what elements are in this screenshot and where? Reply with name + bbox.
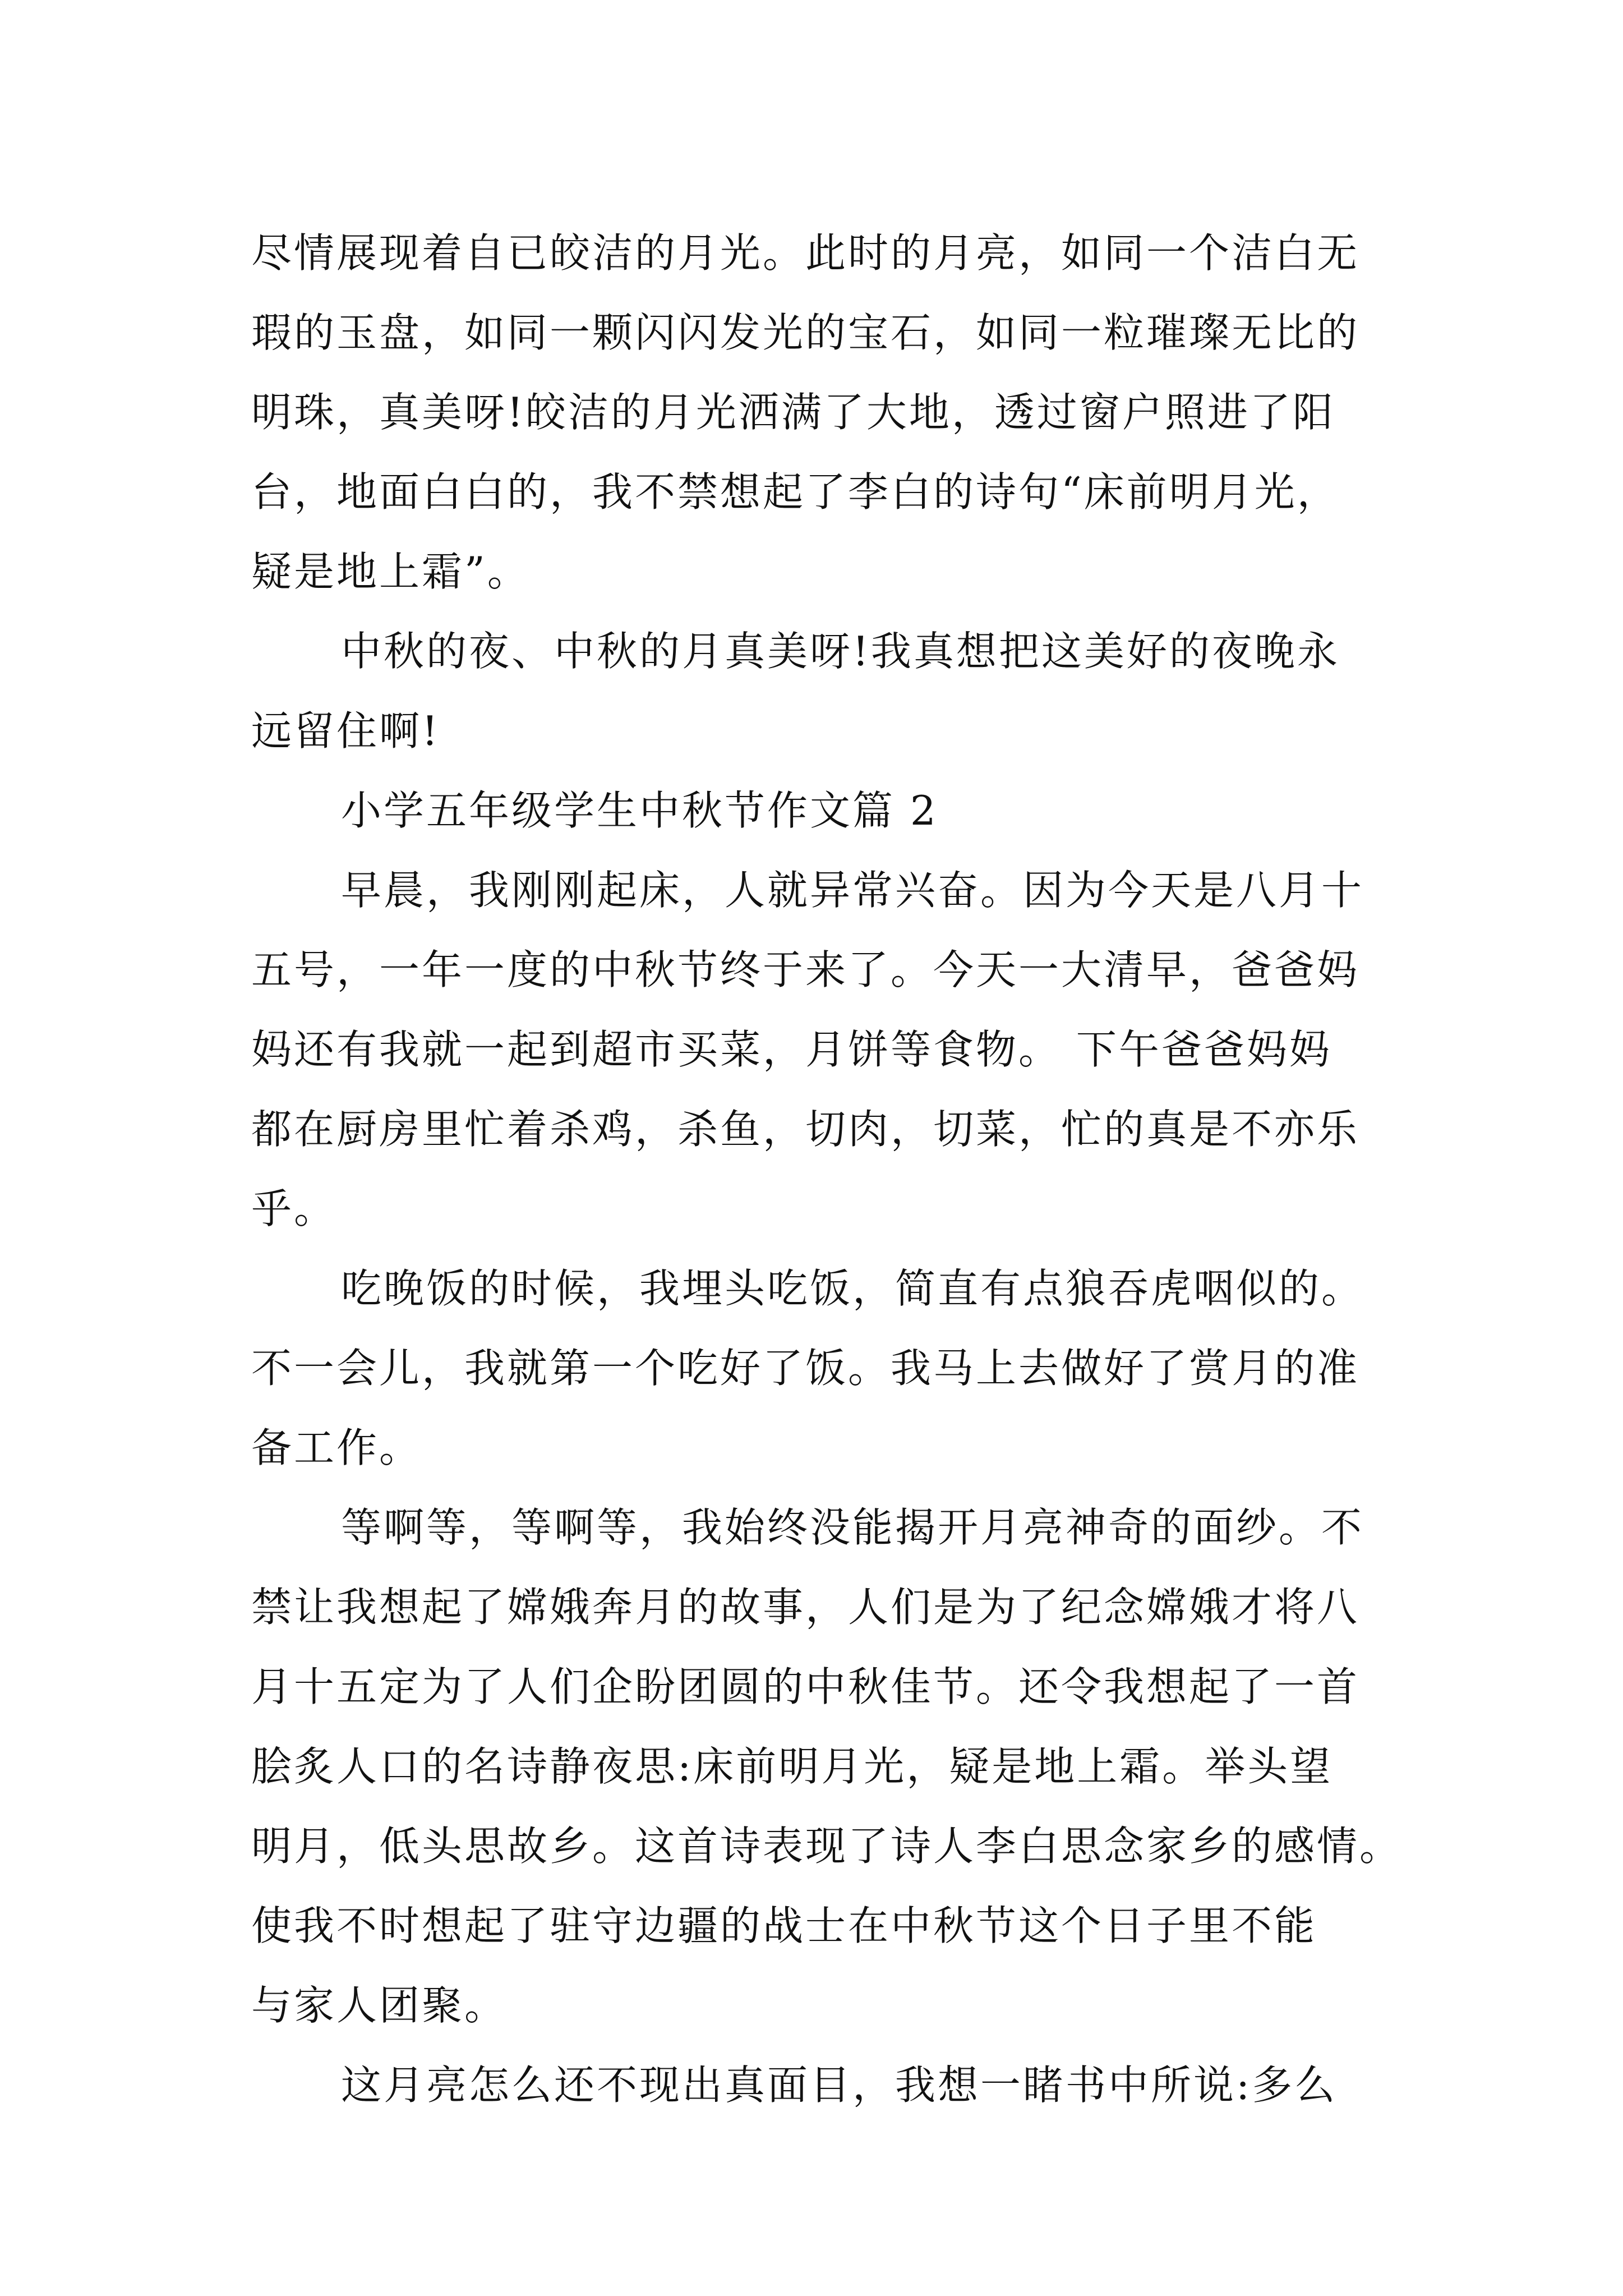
- text-line: 五号，一年一度的中秋节终于来了。今天一大清早，爸爸妈: [251, 946, 1360, 993]
- text-line: 早晨，我刚刚起床，人就异常兴奋。因为今天是八月十: [341, 867, 1364, 914]
- text-line: 疑是地上霜”。: [251, 548, 530, 595]
- text-line: 备工作。: [251, 1424, 422, 1471]
- text-line: 不一会儿，我就第一个吃好了饭。我马上去做好了赏月的准: [251, 1345, 1360, 1392]
- text-line: 脍炙人口的名诗静夜思:床前明月光，疑是地上霜。举头望: [251, 1743, 1333, 1790]
- text-line: 明珠，真美呀!皎洁的月光洒满了大地，透过窗户照进了阳: [251, 389, 1335, 436]
- text-line: 都在厨房里忙着杀鸡，杀鱼，切肉，切菜，忙的真是不亦乐: [251, 1106, 1360, 1153]
- document-body: [251, 213, 1403, 2125]
- text-line: 与家人团聚。: [251, 1982, 508, 2029]
- text-line: 妈还有我就一起到超市买菜，月饼等食物。 下午爸爸妈妈: [251, 1026, 1332, 1073]
- text-line: 中秋的夜、中秋的月真美呀!我真想把这美好的夜晚永: [341, 628, 1340, 675]
- text-line: 瑕的玉盘，如同一颗闪闪发光的宝石，如同一粒璀璨无比的: [251, 309, 1360, 356]
- text-line: 明月，低头思故乡。这首诗表现了诗人李白思念家乡的感情。: [251, 1823, 1403, 1870]
- text-line: 这月亮怎么还不现出真面目，我想一睹书中所说:多么: [341, 2062, 1338, 2109]
- text-line: 小学五年级学生中秋节作文篇 2: [341, 787, 938, 834]
- text-line: 使我不时想起了驻守边疆的战士在中秋节这个日子里不能: [251, 1902, 1317, 1949]
- text-line: 禁让我想起了嫦娥奔月的故事，人们是为了纪念嫦娥才将八: [251, 1584, 1360, 1631]
- text-line: 等啊等，等啊等，我始终没能揭开月亮神奇的面纱。不: [341, 1504, 1364, 1551]
- text-line: 月十五定为了人们企盼团圆的中秋佳节。还令我想起了一首: [251, 1663, 1360, 1710]
- text-line: 吃晚饭的时候，我埋头吃饭，简直有点狼吞虎咽似的。: [341, 1265, 1364, 1312]
- text-line: 乎。: [251, 1185, 337, 1232]
- text-line: 台，地面白白的，我不禁想起了李白的诗句“床前明月光，: [251, 468, 1340, 516]
- text-line: 远留住啊!: [251, 707, 440, 754]
- text-line: 尽情展现着自已皎洁的月光。此时的月亮，如同一个洁白无: [251, 229, 1360, 277]
